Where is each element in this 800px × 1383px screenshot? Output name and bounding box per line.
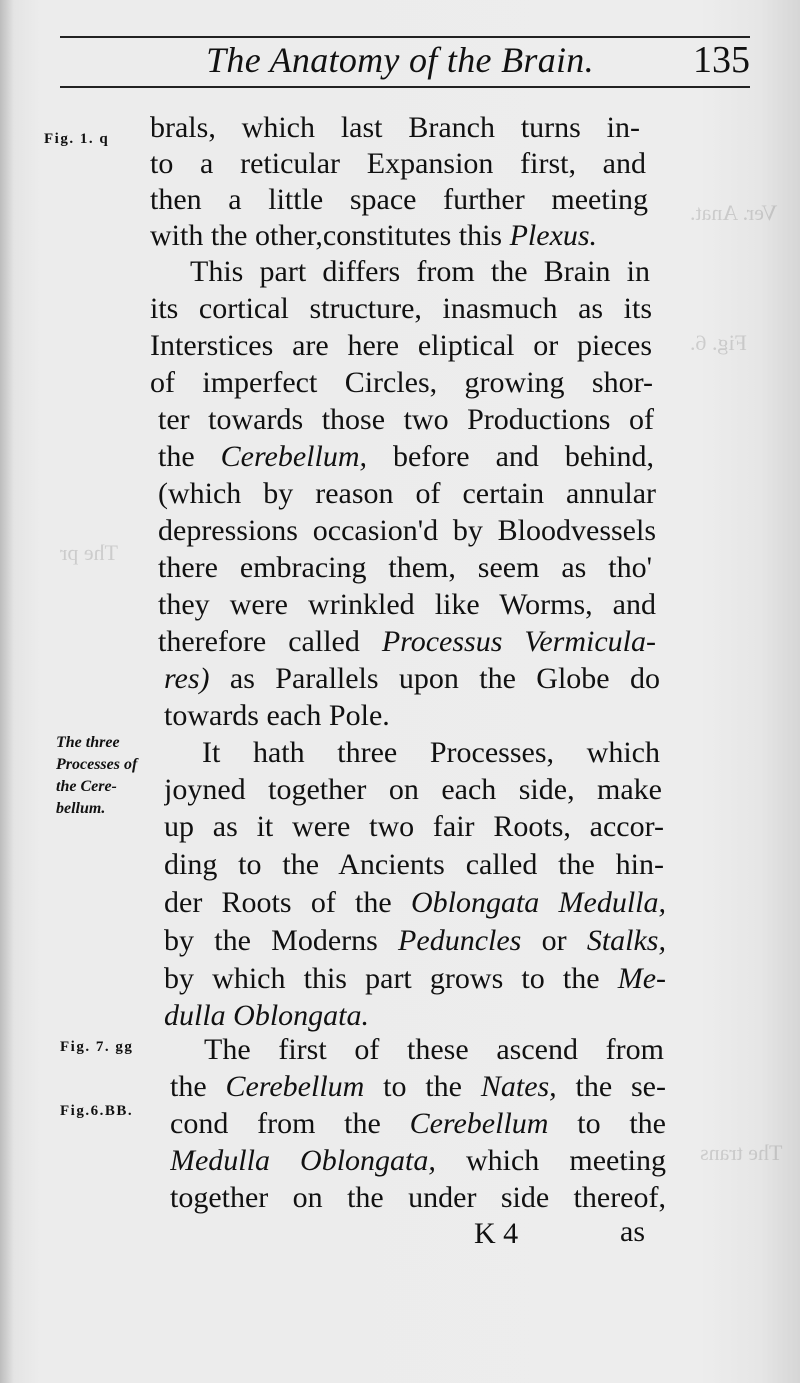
body-line: (which by reason of certain annular [158,477,656,510]
body-line: up as it were two fair Roots, accor- [164,810,664,843]
body-line: depressions occasion'd by Bloodvessels [158,514,656,547]
body-line: then a little space further meeting [150,183,648,216]
show-through-text: The trans [700,1140,783,1165]
body-line: towards each Pole. [164,699,390,732]
margin-note-fig: Fig.6.BB. [60,1103,134,1119]
body-line: res) as Parallels upon the Globe do [164,662,660,695]
margin-note-line: bellum. [56,800,106,817]
body-line: The first of these ascend from [204,1033,664,1066]
margin-note-fig: Fig. 1. q [44,131,110,147]
body-line: its cortical structure, inasmuch as its [150,292,652,325]
body-line: the Cerebellum to the Nates, the se- [170,1070,666,1103]
running-head: The Anatomy of the Brain. [206,40,594,80]
body-line: they were wrinkled like Worms, and [158,588,656,621]
body-line: with the other,constitutes this Plexus. [150,219,598,252]
body-line: by which this part grows to the Me- [164,962,666,995]
body-line: Medulla Oblongata, which meeting [170,1144,666,1177]
body-line: der Roots of the Oblongata Medulla, [164,886,666,919]
margin-note-line: Processes of [56,756,138,773]
page-number: 135 [693,39,750,81]
body-line: Interstices are here eliptical or pieces [150,329,652,362]
catchword: as [620,1215,645,1248]
body-line: dulla Oblongata. [164,999,370,1032]
body-line: together on the under side thereof, [170,1181,666,1214]
body-line: joyned together on each side, make [164,773,662,806]
body-line: It hath three Processes, which [202,736,660,769]
show-through-text: The pr [60,540,119,565]
body-line: to a reticular Expansion first, and [150,147,646,180]
show-through-text: Fig. 6. [690,330,747,355]
body-line: by the Moderns Peduncles or Stalks, [164,924,666,957]
margin-note-line: The three [56,734,120,751]
body-line: This part differs from the Brain in [190,255,650,288]
margin-note-line: the Cere- [56,778,117,795]
body-line: there embracing them, seem as tho' [158,551,652,584]
body-line: brals, which last Branch turns in- [150,111,640,144]
margin-note-fig: Fig. 7. gg [60,1039,134,1055]
header-rule-bottom [60,86,750,88]
body-line: therefore called Processus Vermicula- [158,625,656,658]
signature-mark: K 4 [474,1217,519,1250]
body-line: cond from the Cerebellum to the [170,1107,666,1140]
body-line: ter towards those two Productions of [158,403,654,436]
body-line: ding to the Ancients called the hin- [164,848,664,881]
show-through-text: Ver. Anat. [690,200,778,225]
body-line: of imperfect Circles, growing shor- [150,366,653,399]
body-line: the Cerebellum, before and behind, [158,440,654,473]
